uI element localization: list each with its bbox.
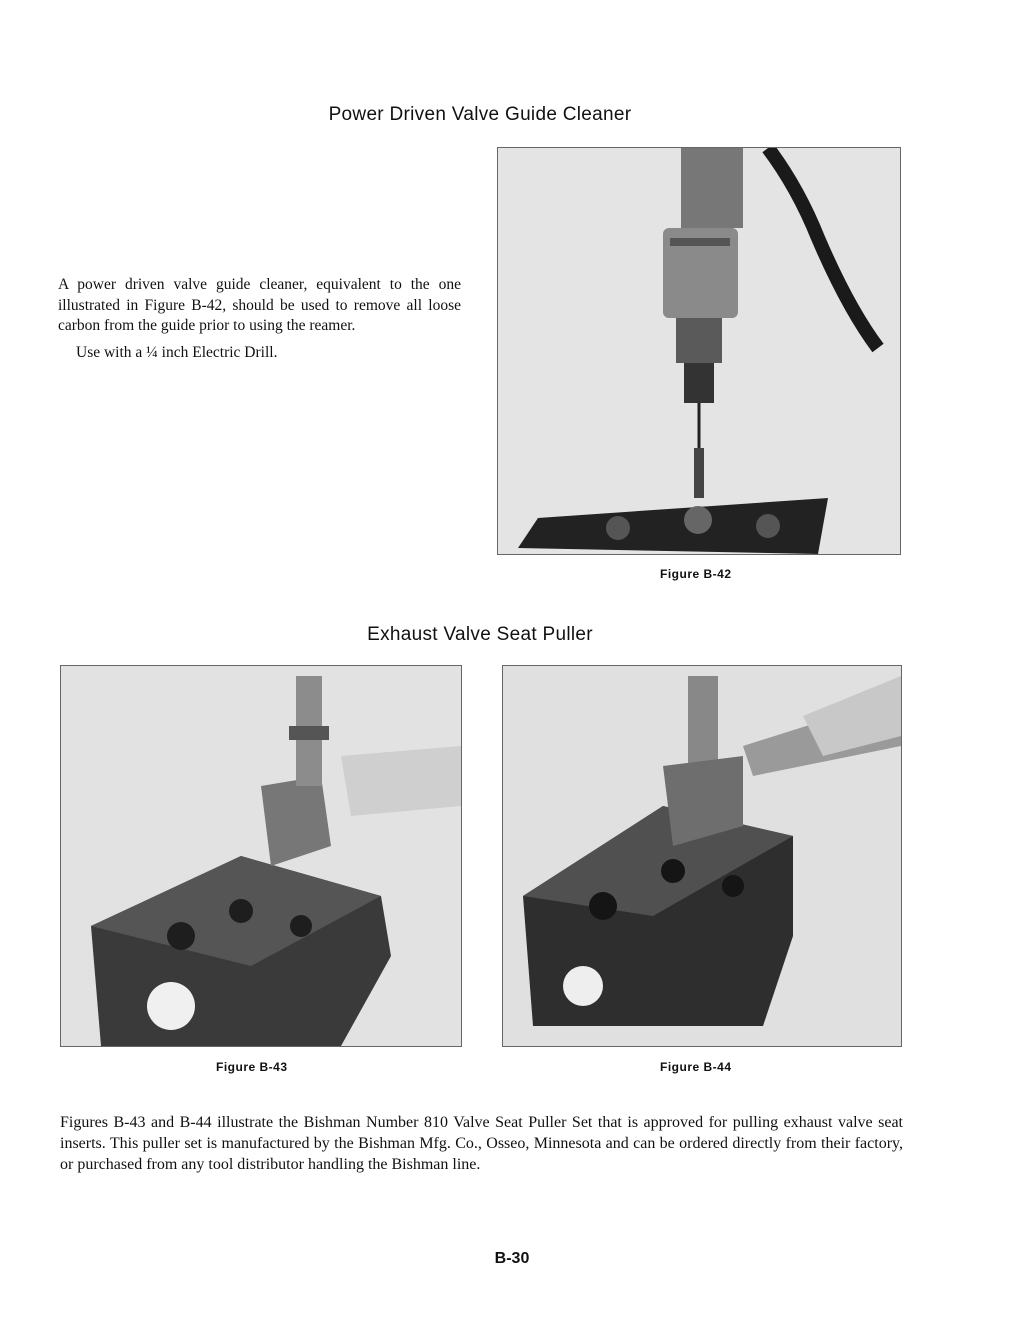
page-number: B-30 [494,1250,530,1267]
figure-b42-photo [497,147,901,555]
section-title-valve-guide-cleaner: Power Driven Valve Guide Cleaner [328,104,632,125]
intro-text [58,275,461,363]
figure-b43-photo [60,665,462,1047]
intro-paragraph: A power driven valve guide cleaner, equivalent to the one illustrated in Figure B-42, should be used to remove all loose carbon from the guide prior to using the reamer. [58,276,461,334]
drill-note: Use with a ¼ inch Electric Drill. [76,343,278,361]
figure-b42-caption: Figure B-42 [660,567,732,581]
figure-b44-caption: Figure B-44 [660,1060,732,1074]
puller-description: Figures B-43 and B-44 illustrate the Bishman Number 810 Valve Seat Puller Set that is approved for pulling exhaust valve seat inserts. This puller set is manufactured by the Bishman Mfg. Co., Osseo, Minnesota and can be ordered directly from their factory, or purchased from any tool distributor handling the Bishman line. [60,1114,903,1173]
section-title-seat-puller: Exhaust Valve Seat Puller [367,624,593,645]
figure-b44-photo [502,665,902,1047]
figure-b43-caption: Figure B-43 [216,1060,288,1074]
